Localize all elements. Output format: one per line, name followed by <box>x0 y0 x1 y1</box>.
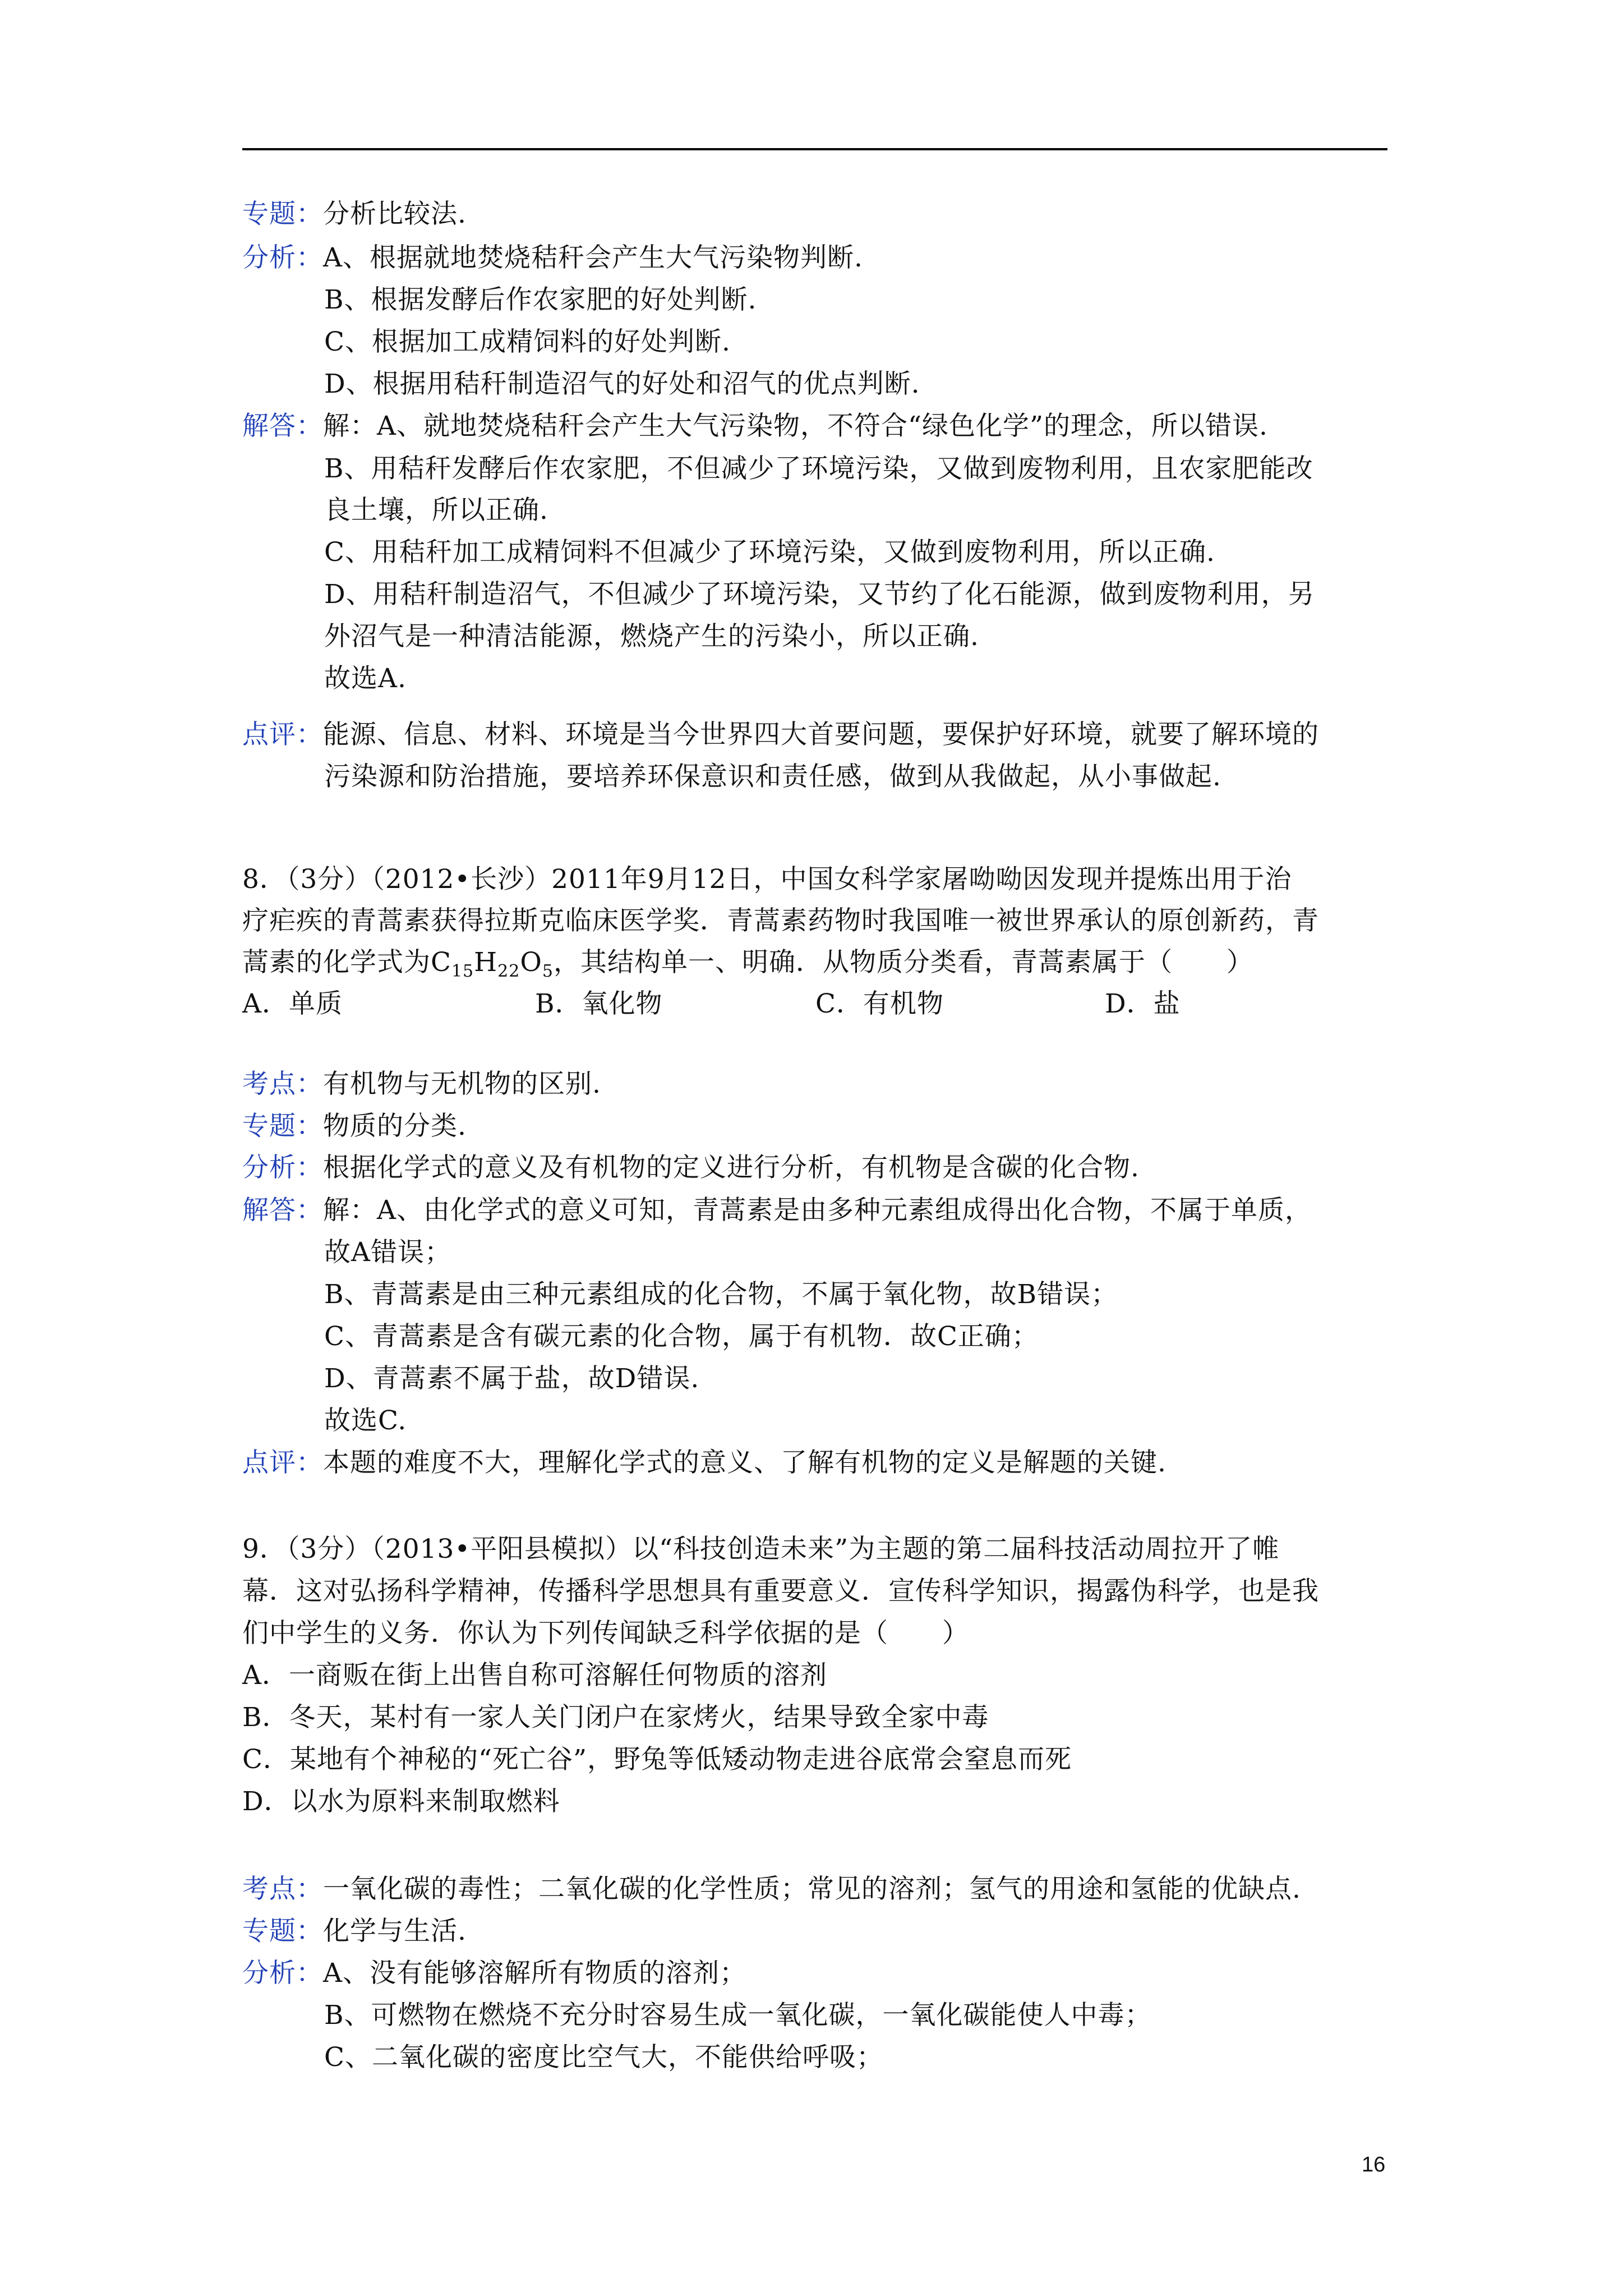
option-d[interactable]: D．盐 <box>1105 988 1181 1019</box>
fenxi-line: 分析：A、根据就地焚烧秸秆会产生大气污染物判断. <box>242 242 863 273</box>
option-b[interactable]: B．冬天，某村有一家人关门闭户在家烤火，结果导致全家中毒 <box>242 1702 989 1733</box>
q9-stem-line: 幕．这对弘扬科学精神，传播科学思想具有重要意义．宣传科学知识，揭露伪科学，也是我 <box>242 1576 1319 1607</box>
kaodian-line: 考点：有机物与无机物的区别. <box>242 1069 601 1099</box>
dianping-line: 点评：本题的难度不大，理解化学式的意义、了解有机物的定义是解题的关键. <box>242 1447 1166 1478</box>
jieda-line: 解答：解：A、由化学式的意义可知，青蒿素是由多种元素组成得出化合物，不属于单质， <box>242 1195 1312 1226</box>
q8-options <box>242 987 1364 1021</box>
q8-stem-line: 疗疟疾的青蒿素获得拉斯克临床医学奖．青蒿素药物时我国唯一被世界承认的原创新药，青 <box>242 905 1319 936</box>
jieda-line: 良土壤，所以正确. <box>324 495 548 526</box>
fenxi-line: 分析：根据化学式的意义及有机物的定义进行分析，有机物是含碳的化合物. <box>242 1152 1140 1183</box>
jieda-line: 外沼气是一种清洁能源，燃烧产生的污染小，所以正确. <box>324 621 979 652</box>
jieda-line: C、用秸秆加工成精饲料不但减少了环境污染，又做到废物利用，所以正确. <box>324 537 1215 568</box>
option-a[interactable]: A．一商贩在街上出售自称可溶解任何物质的溶剂 <box>242 1660 827 1691</box>
dianping-line: 污染源和防治措施，要培养环保意识和责任感，做到从我做起，从小事做起. <box>324 761 1221 792</box>
jieda-line: B、青蒿素是由三种元素组成的化合物，不属于氧化物，故B错误； <box>324 1279 1118 1310</box>
fenxi-line: B、根据发酵后作农家肥的好处判断. <box>324 284 757 315</box>
jieda-line: D、用秸秆制造沼气，不但减少了环境污染，又节约了化石能源，做到废物利用，另 <box>324 579 1315 610</box>
header-rule <box>242 148 1387 150</box>
jieda-line: 故A错误； <box>324 1237 451 1268</box>
jieda-line: D、青蒿素不属于盐，故D错误. <box>324 1363 700 1394</box>
dianping-line: 点评：能源、信息、材料、环境是当今世界四大首要问题，要保护好环境，就要了解环境的 <box>242 719 1319 750</box>
q9-stem-line: 们中学生的义务．你认为下列传闻缺乏科学依据的是（ ） <box>242 1618 969 1649</box>
q8-stem-line: 蒿素的化学式为$C_{15}H_{22}O_5$，其结构单一、明确．从物质分类看，青蒿素属于（ ） <box>242 947 1253 981</box>
option-c[interactable]: C．某地有个神秘的“死亡谷”，野兔等低矮动物走进谷底常会窒息而死 <box>242 1744 1072 1775</box>
fenxi-line: D、根据用秸秆制造沼气的好处和沼气的优点判断. <box>324 369 920 399</box>
jieda-line: B、用秸秆发酵后作农家肥，不但减少了环境污染，又做到废物利用，且农家肥能改 <box>324 453 1313 484</box>
zhuanti-line: 专题：分析比较法. <box>242 199 467 229</box>
zhuanti-line: 专题：物质的分类. <box>242 1111 467 1142</box>
fenxi-line: C、根据加工成精饲料的好处判断. <box>324 326 731 357</box>
jieda-line: 故选C. <box>324 1405 407 1436</box>
jieda-line: 解答：解：A、就地焚烧秸秆会产生大气污染物，不符合“绿色化学”的理念，所以错误. <box>242 411 1268 441</box>
fenxi-line: B、可燃物在燃烧不充分时容易生成一氧化碳，一氧化碳能使人中毒； <box>324 2000 1152 2031</box>
page-number: 16 <box>1362 2153 1386 2177</box>
option-d[interactable]: D．以水为原料来制取燃料 <box>242 1786 560 1817</box>
q8-stem-line: 8．（3分）（2012•长沙）2011年9月12日，中国女科学家屠呦呦因发现并提炼出用于治 <box>242 864 1292 895</box>
jieda-line: C、青蒿素是含有碳元素的化合物，属于有机物．故C正确； <box>324 1321 1039 1352</box>
q9-stem-line: 9．（3分）（2013•平阳县模拟）以“科技创造未来”为主题的第二届科技活动周拉开了帷 <box>242 1534 1280 1565</box>
option-b[interactable]: B．氧化物 <box>535 988 663 1019</box>
option-c[interactable]: C．有机物 <box>815 988 944 1019</box>
fenxi-line: C、二氧化碳的密度比空气大，不能供给呼吸； <box>324 2042 883 2073</box>
fenxi-line: 分析：A、没有能够溶解所有物质的溶剂； <box>242 1958 746 1989</box>
zhuanti-line: 专题：化学与生活. <box>242 1916 467 1947</box>
option-a[interactable]: A．单质 <box>242 988 343 1019</box>
jieda-line: 故选A. <box>324 663 407 694</box>
kaodian-line: 考点：一氧化碳的毒性；二氧化碳的化学性质；常见的溶剂；氢气的用途和氢能的优缺点. <box>242 1874 1301 1904</box>
